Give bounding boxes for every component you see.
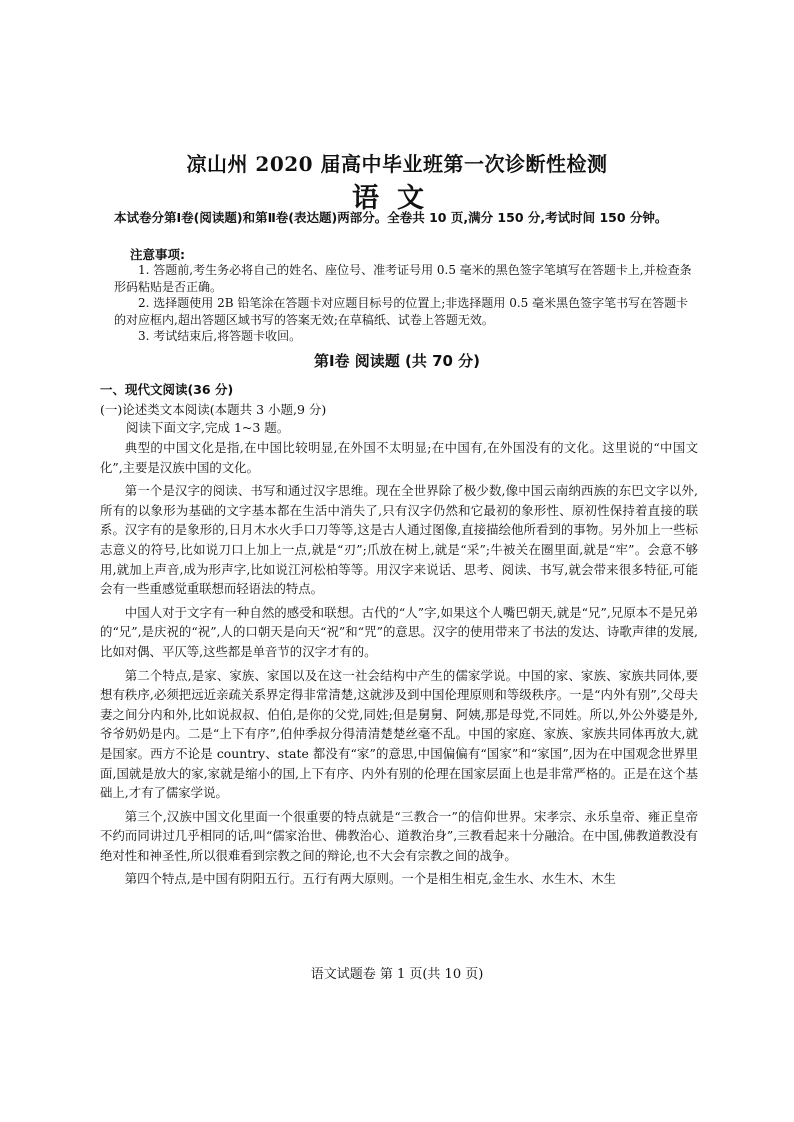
section-title: 第Ⅰ卷 阅读题 (共 70 分) bbox=[313, 352, 481, 370]
subpart-heading: (一)论述类文本阅读(本题共 3 小题,9 分) bbox=[100, 402, 327, 417]
note-item: 3. 考试结束后,将答题卡收回。 bbox=[138, 329, 302, 343]
exam-title: 凉山州 2020 届高中毕业班第一次诊断性检测 bbox=[186, 152, 608, 176]
exam-intro: 本试卷分第Ⅰ卷(阅读题)和第Ⅱ卷(表达题)两部分。全卷共 10 页,满分 150 分,考试时间 150 分钟。 bbox=[114, 210, 668, 225]
passage-paragraph: 第一个是汉字的阅读、书写和通过汉字思维。现在全世界除了极少数,像中国云南纳西族的东巴文字以外,所有的以象形为基础的文字基本都在生活中消失了,只有汉字仍然和它最初的象形性、原初性保持着直接的联系。汉字有的是象形的,日月木水火手口刀等等,这是古人通过图像,直接描绘他所看到的事物。另外加上一些标志意义的符号,比如说刀口上加上一点,就是“刃”;爪放在树上,就是“采”;牛被关在圈里面,就是“牢”。会意不够用,就加上声音,成为形声字,比如说江河松柏等等。用汉字来说话、思考、阅读、书写,就会带来很多特征,可能会有一些重感觉重联想而轻语法的特点。 bbox=[100, 483, 698, 597]
notes-list bbox=[114, 262, 694, 345]
passage-paragraph: 第四个特点,是中国有阴阳五行。五行有两大原则。一个是相生相克,金生水、水生木、木生 bbox=[124, 871, 616, 887]
subject-title: 语文 bbox=[352, 183, 442, 214]
passage-paragraph: 典型的中国文化是指,在中国比较明显,在外国不太明显;在中国有,在外国没有的文化。这里说的“中国文化”,主要是汉族中国的文化。 bbox=[100, 440, 698, 475]
part-heading: 一、现代文阅读(36 分) bbox=[100, 382, 234, 397]
reading-passage bbox=[100, 438, 698, 893]
note-item: 1. 答题前,考生务必将自己的姓名、座位号、准考证号用 0.5 毫米的黑色签字笔填写在答题卡上,并检查条形码粘贴是否正确。 bbox=[114, 263, 692, 294]
page-footer: 语文试题卷 第 1 页(共 10 页) bbox=[310, 967, 484, 982]
passage-paragraph: 中国人对于文字有一种自然的感受和联想。古代的“人”字,如果这个人嘴巴朝天,就是“兄”,兄原本不是兄弟的“兄”,是庆祝的“祝”,人的口朝天是向天“祝”和“咒”的意思。汉字的使用带来了书法的发达、诗歌声律的发展,比如对偶、平仄等,这些都是单音节的汉字才有的。 bbox=[100, 604, 698, 659]
reading-instruction: 阅读下面文字,完成 1~3 题。 bbox=[126, 420, 290, 435]
notes-heading: 注意事项: bbox=[130, 247, 185, 262]
passage-paragraph: 第二个特点,是家、家族、家国以及在这一社会结构中产生的儒家学说。中国的家、家族、家族共同体,要想有秩序,必须把远近亲疏关系界定得非常清楚,这就涉及到中国伦理原则和等级秩序。一是“内外有别”,父母夫妻之间分内和外,比如说叔叔、伯伯,是你的父党,同姓;但是舅舅、阿姨,那是母党,不同姓。所以,外公外婆是外,爷爷奶奶是内。二是“上下有序”,伯仲季叔分得清清楚楚丝毫不乱。中国的家庭、家族、家族共同体再放大,就是国家。西方不论是 country、state 都没有“家”的意思,中国偏偏有“国家”和“家国”,因为在中国观念世界里面,国就是放大的家,家就是缩小的国,上下有序、内外有别的伦理在国家层面上也是非常严格的。正是在这个基础上,才有了儒家学说。 bbox=[100, 667, 698, 801]
passage-paragraph: 第三个,汉族中国文化里面一个很重要的特点就是“三教合一”的信仰世界。宋孝宗、永乐皇帝、雍正皇帝不约而同讲过几乎相同的话,叫“儒家治世、佛教治心、道教治身”,三教看起来十分融洽。在中国,佛教道教没有绝对性和神圣性,所以很难看到宗教之间的辩论,也不大会有宗教之间的战争。 bbox=[100, 808, 698, 863]
note-item: 2. 选择题使用 2B 铅笔涂在答题卡对应题目标号的位置上;非选择题用 0.5 毫米黑色签字笔书写在答题卡的对应框内,超出答题区域书写的答案无效;在草稿纸、试卷上答题无效。 bbox=[114, 296, 689, 327]
